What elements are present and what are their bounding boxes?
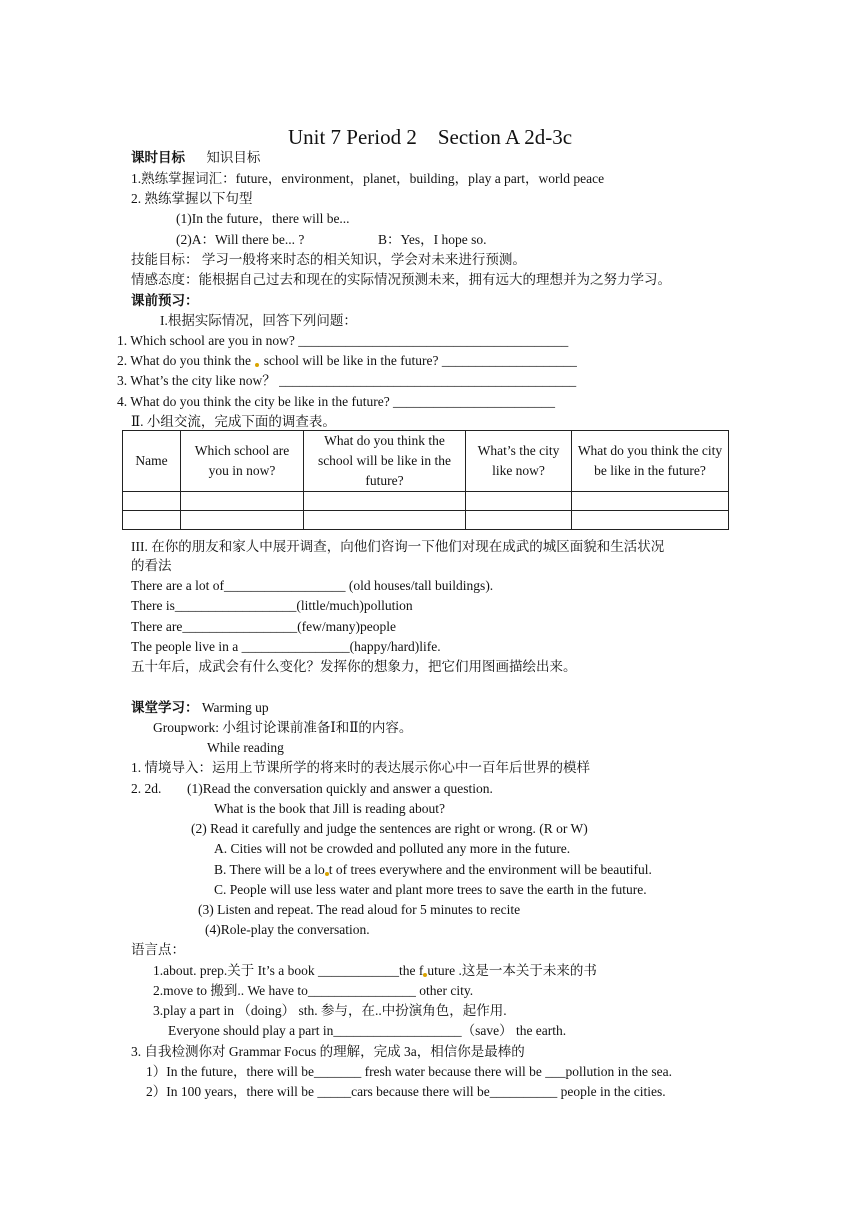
grammar-item-1: 1）In the future，there will be_______ fresh water because there will be ___pollution in the sea.	[146, 1064, 672, 1079]
table-row	[123, 511, 729, 530]
survey-header-row	[123, 431, 729, 492]
language-point-3: 3.play a part in （doing） sth. 参与，在..中扮演角色，起作用.	[153, 1003, 507, 1018]
classwork-line	[131, 699, 269, 717]
table-cell[interactable]	[123, 492, 181, 511]
header-school-future: What do you think the school will be like in the future?	[304, 431, 466, 492]
language-point-3-example: Everyone should play a part in___________________（save） the earth.	[168, 1023, 567, 1038]
preview-part3-line2: 的看法	[131, 558, 172, 573]
language-point-1	[153, 962, 597, 980]
header-city-now: What’s the city like now?	[466, 431, 572, 492]
pattern-2-question: (2)A：Will there be... ?	[176, 232, 305, 247]
question-4: 4. What do you think the city be like in the future? ________________________	[117, 394, 556, 409]
survey-table	[122, 430, 729, 530]
table-cell[interactable]	[572, 511, 729, 530]
step-2-listen: (3) Listen and repeat. The read aloud for 5 minutes to recite	[198, 902, 521, 917]
question-3: 3. What’s the city like now？ ____________________________________________	[117, 373, 577, 388]
header-school-now: Which school are you in now?	[181, 431, 304, 492]
table-cell[interactable]	[181, 492, 304, 511]
imagine-task: 五十年后，成武会有什么变化？发挥你的想象力，把它们用图画描绘出来。	[131, 659, 577, 674]
classwork-heading: 课堂学习：	[131, 700, 199, 715]
fill-blank-1: There are a lot of__________________ (old houses/tall buildings).	[131, 578, 494, 593]
table-cell[interactable]	[123, 511, 181, 530]
while-reading: While reading	[207, 740, 284, 755]
language-point-1-start: 1.about. prep.关于 It’s a book ____________the f	[153, 963, 424, 978]
statement-b-end: t of trees everywhere and the environment will be beautiful.	[328, 862, 652, 877]
step-1: 1. 情境导入：运用上节课所学的将来时的表达展示你心中一百年后世界的模样	[131, 760, 590, 775]
stray-mark-icon	[255, 363, 259, 367]
page-title: Unit 7 Period 2 Section A 2d-3c	[287, 125, 573, 149]
preview-part1-heading: I.根据实际情况，回答下列问题：	[160, 313, 357, 328]
language-point-1-end: uture .这是一本关于未来的书	[427, 963, 597, 978]
question-2-start: 2. What do you think the	[117, 353, 251, 368]
question-1: 1. Which school are you in now? ________________________________________	[117, 333, 569, 348]
table-cell[interactable]	[572, 492, 729, 511]
table-cell[interactable]	[304, 511, 466, 530]
fill-blank-3: There are_________________(few/many)people	[131, 619, 397, 634]
emotion-objective: 情感态度：能根据自己过去和现在的实际情况预测未来，拥有远大的理想并为之努力学习。	[131, 272, 671, 287]
statement-b-start: B. There will be a lo	[214, 862, 325, 877]
skill-objective: 技能目标： 学习一般将来时态的相关知识，学会对未来进行预测。	[131, 252, 526, 267]
warming-up: Warming up	[201, 700, 269, 715]
objective-vocab: 1.熟练掌握词汇：future，environment，planet，building，play a part，world peace	[131, 171, 605, 186]
statement-c: C. People will use less water and plant more trees to save the earth in the future.	[214, 882, 647, 897]
knowledge-heading: 知识目标	[206, 150, 261, 165]
statement-b	[214, 861, 652, 879]
preview-heading: 课前预习：	[131, 293, 199, 308]
language-point-2: 2.move to 搬到.. We have to________________ other city.	[153, 983, 474, 998]
groupwork: Groupwork: 小组讨论课前准备Ⅰ和Ⅱ的内容。	[153, 720, 413, 735]
step-2-question: What is the book that Jill is reading about?	[214, 801, 445, 816]
table-cell[interactable]	[304, 492, 466, 511]
objectives-line	[131, 149, 260, 167]
preview-part2-heading: Ⅱ. 小组交流，完成下面的调查表。	[131, 414, 336, 429]
pattern-2-answer: B：Yes，I hope so.	[378, 232, 487, 247]
table-cell[interactable]	[181, 511, 304, 530]
language-points-heading: 语言点：	[131, 942, 185, 957]
fill-blank-2: There is__________________(little/much)pollution	[131, 598, 413, 613]
grammar-item-2: 2）In 100 years，there will be _____cars because there will be__________ people in the cities.	[146, 1084, 666, 1099]
table-row	[123, 492, 729, 511]
header-city-future: What do you think the city be like in the future?	[572, 431, 729, 492]
question-2-end: school will be like in the future? ____________________	[263, 353, 577, 368]
objective-patterns: 2. 熟练掌握以下句型	[131, 191, 253, 206]
header-name: Name	[123, 431, 181, 492]
pattern-1: (1)In the future，there will be...	[176, 211, 350, 226]
step-2-judge: (2) Read it carefully and judge the sentences are right or wrong. (R or W)	[191, 821, 588, 836]
step-2-roleplay: (4)Role-play the conversation.	[205, 922, 370, 937]
table-cell[interactable]	[466, 492, 572, 511]
step-3: 3. 自我检测你对 Grammar Focus 的理解，完成 3a，相信你是最棒的	[131, 1044, 525, 1059]
question-2	[117, 352, 577, 370]
fill-blank-4: The people live in a ________________(happy/hard)life.	[131, 639, 441, 654]
objectives-heading: 课时目标	[131, 150, 185, 165]
step-2-label: 2. 2d.	[131, 781, 162, 796]
statement-a: A. Cities will not be crowded and polluted any more in the future.	[214, 841, 571, 856]
step-2-read-quickly: (1)Read the conversation quickly and answer a question.	[187, 781, 493, 796]
table-cell[interactable]	[466, 511, 572, 530]
preview-part3-line1: III. 在你的朋友和家人中展开调查，向他们咨询一下他们对现在成武的城区面貌和生活状况	[131, 539, 665, 554]
